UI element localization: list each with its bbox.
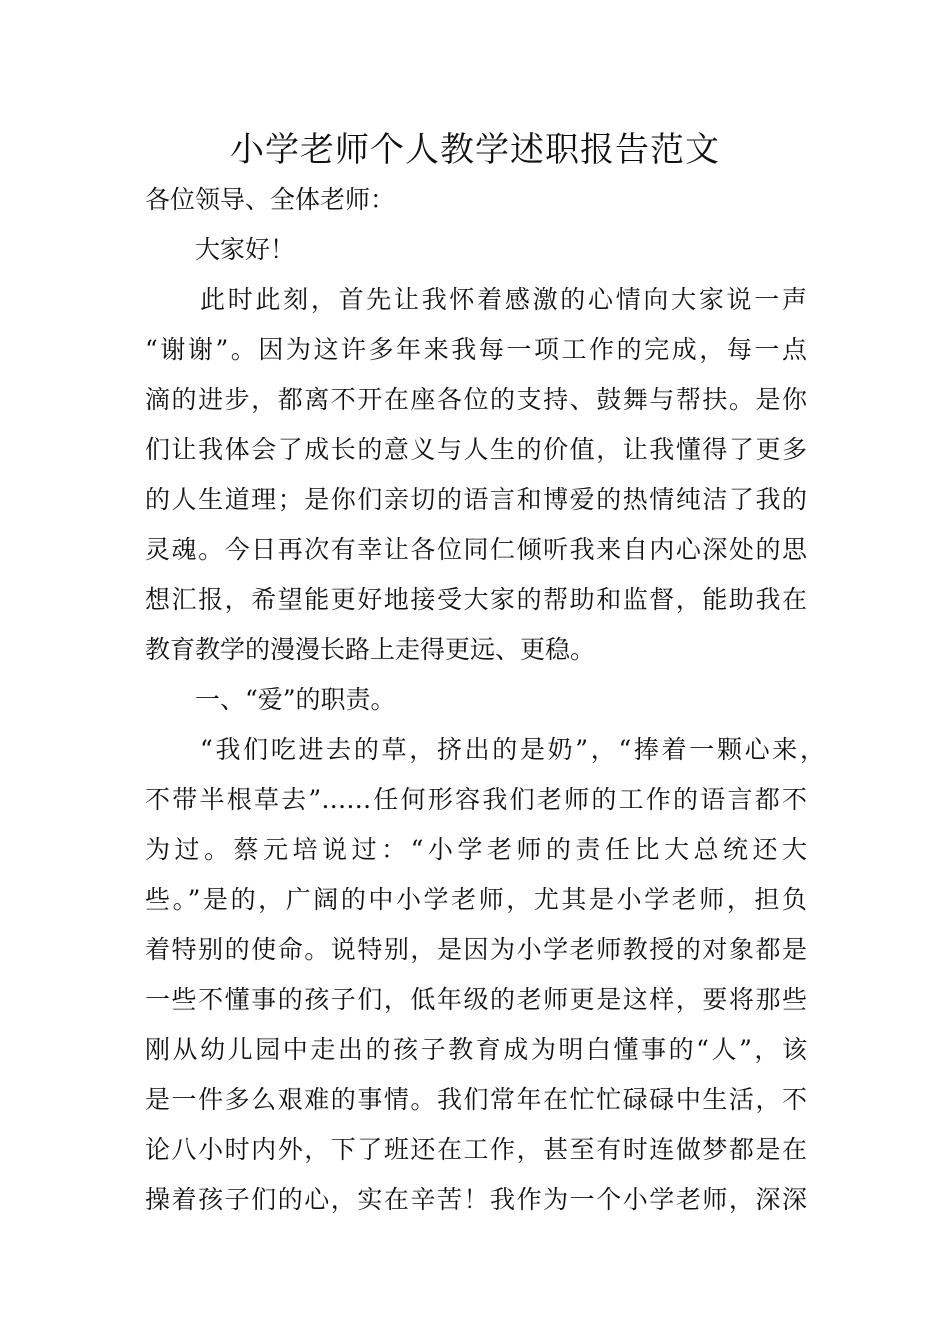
paragraph-line: 滴的进步，都离不开在座各位的支持、鼓舞与帮扶。是你 (145, 385, 807, 414)
paragraph-line: 的人生道理；是你们亲切的语言和博爱的热情纯洁了我的 (145, 485, 807, 514)
paragraph-line: “谢谢”。因为这许多年来我每一项工作的完成，每一点 (145, 335, 807, 364)
paragraph-line: 不带半根草去”……任何形容我们老师的工作的语言都不 (145, 785, 807, 814)
paragraph-line: 想汇报，希望能更好地接受大家的帮助和监督，能助我在 (145, 585, 807, 614)
paragraph-line: 操着孩子们的心，实在辛苦！我作为一个小学老师，深深 (145, 1185, 807, 1214)
paragraph-line: 刚从幼儿园中走出的孩子教育成为明白懂事的“人”，该 (145, 1035, 807, 1064)
paragraph-line: 是一件多么艰难的事情。我们常年在忙忙碌碌中生活，不 (145, 1085, 807, 1114)
paragraph-line: 着特别的使命。说特别，是因为小学老师教授的对象都是 (145, 935, 807, 964)
salutation: 各位领导、全体老师： (145, 185, 396, 214)
paragraph-line: 灵魂。今日再次有幸让各位同仁倾听我来自内心深处的思 (145, 535, 807, 564)
paragraph-line: 一些不懂事的孩子们，低年级的老师更是这样，要将那些 (145, 985, 807, 1014)
paragraph-line: “我们吃进去的草，挤出的是奶”，“捧着一颗心来， (200, 735, 825, 764)
greeting: 大家好！ (195, 235, 296, 264)
paragraph-line: 教育教学的漫漫长路上走得更远、更稳。 (145, 635, 596, 664)
paragraph-line: 论八小时内外，下了班还在工作，甚至有时连做梦都是在 (145, 1135, 807, 1164)
document-title: 小学老师个人教学述职报告范文 (230, 130, 720, 170)
paragraph-line: 些。”是的，广阔的中小学老师，尤其是小学老师，担负 (145, 885, 807, 914)
paragraph-line: 为过。蔡元培说过：“小学老师的责任比大总统还大 (145, 835, 807, 864)
paragraph-line: 此时此刻，首先让我怀着感激的心情向大家说一声 (200, 285, 807, 314)
paragraph-line: 们让我体会了成长的意义与人生的价值，让我懂得了更多 (145, 435, 807, 464)
section-heading: 一、“爱”的职责。 (195, 685, 396, 714)
